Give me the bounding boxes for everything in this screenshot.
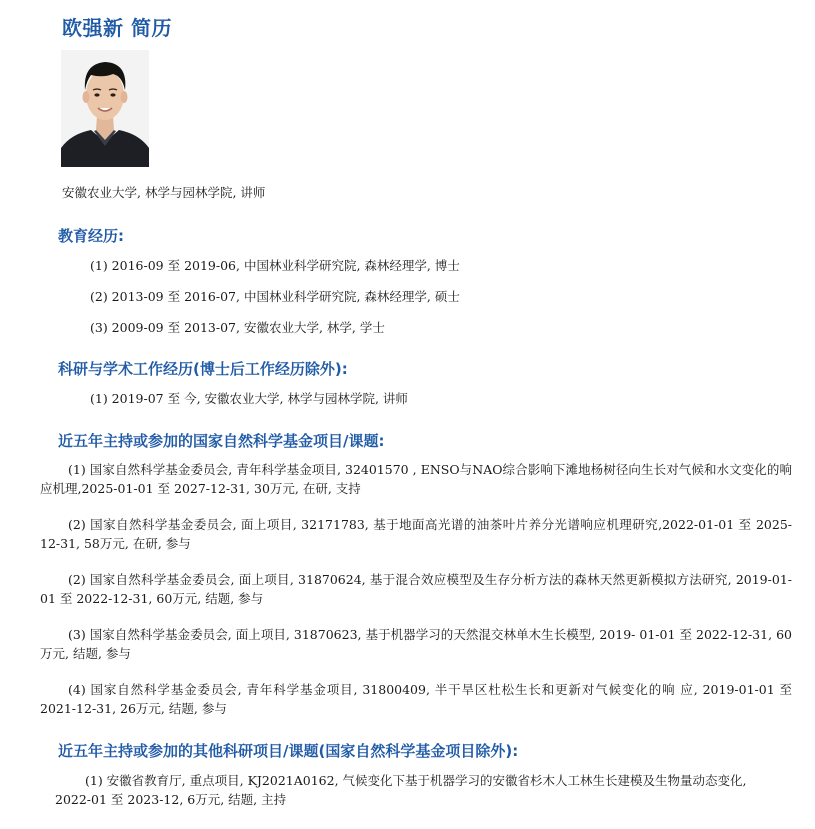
nsfc-item-text: (3) 国家自然科学基金委员会, 面上项目, 31870623, 基于机器学习的天然混交林单木生长模型, 2019- 01-01 至 2022-12-31, 60万元, 结题, 参与 [40, 627, 792, 661]
nsfc-item [40, 460, 792, 498]
nsfc-item [40, 680, 792, 718]
affiliation: 安徽农业大学, 林学与园林学院, 讲师 [62, 185, 266, 200]
nsfc-item [40, 515, 792, 553]
education-item: (2) 2013-09 至 2016-07, 中国林业科学研究院, 森林经理学, 硕士 [90, 289, 460, 304]
education-heading: 教育经历: [58, 227, 124, 245]
nsfc-item-text: (4) 国家自然科学基金委员会, 青年科学基金项目, 31800409, 半干旱区杜松生长和更新对气候变化的响 应, 2019-01-01 至 2021-12-31, 26万元, 结题, 参与 [40, 682, 792, 716]
nsfc-heading: 近五年主持或参加的国家自然科学基金项目/课题: [58, 432, 385, 450]
other-item-text: (1) 安徽省教育厅, 重点项目, KJ2021A0162, 气候变化下基于机器学习的安徽省杉木人工林生长建模及生物量动态变化, 2022-01 至 2023-12, 6万元, 结题, 主持 [55, 773, 747, 807]
nsfc-item [40, 625, 792, 663]
person-photo-icon [61, 50, 149, 167]
work-item: (1) 2019-07 至 今, 安徽农业大学, 林学与园林学院, 讲师 [90, 391, 408, 406]
profile-photo [61, 50, 149, 167]
nsfc-item-text: (2) 国家自然科学基金委员会, 面上项目, 31870624, 基于混合效应模型及生存分析方法的森林天然更新模拟方法研究, 2019-01-01 至 2022-12-31, 60万元, 结题, 参与 [40, 572, 792, 606]
education-item: (1) 2016-09 至 2019-06, 中国林业科学研究院, 森林经理学, 博士 [90, 258, 460, 273]
education-item: (3) 2009-09 至 2013-07, 安徽农业大学, 林学, 学士 [90, 320, 385, 335]
nsfc-item-text: (1) 国家自然科学基金委员会, 青年科学基金项目, 32401570 , ENSO与NAO综合影响下滩地杨树径向生长对气候和水文变化的响应机理,2025-01-01 至 2027-12-31, 30万元, 在研, 支持 [40, 462, 792, 496]
other-heading: 近五年主持或参加的其他科研项目/课题(国家自然科学基金项目除外): [58, 742, 519, 760]
page-title: 欧强新 简历 [62, 16, 172, 40]
nsfc-item-text: (2) 国家自然科学基金委员会, 面上项目, 32171783, 基于地面高光谱的油茶叶片养分光谱响应机理研究,2022-01-01 至 2025-12-31, 58万元, 在研, 参与 [40, 517, 792, 551]
nsfc-item [40, 570, 792, 608]
work-heading: 科研与学术工作经历(博士后工作经历除外): [58, 360, 348, 378]
other-item [55, 771, 775, 809]
